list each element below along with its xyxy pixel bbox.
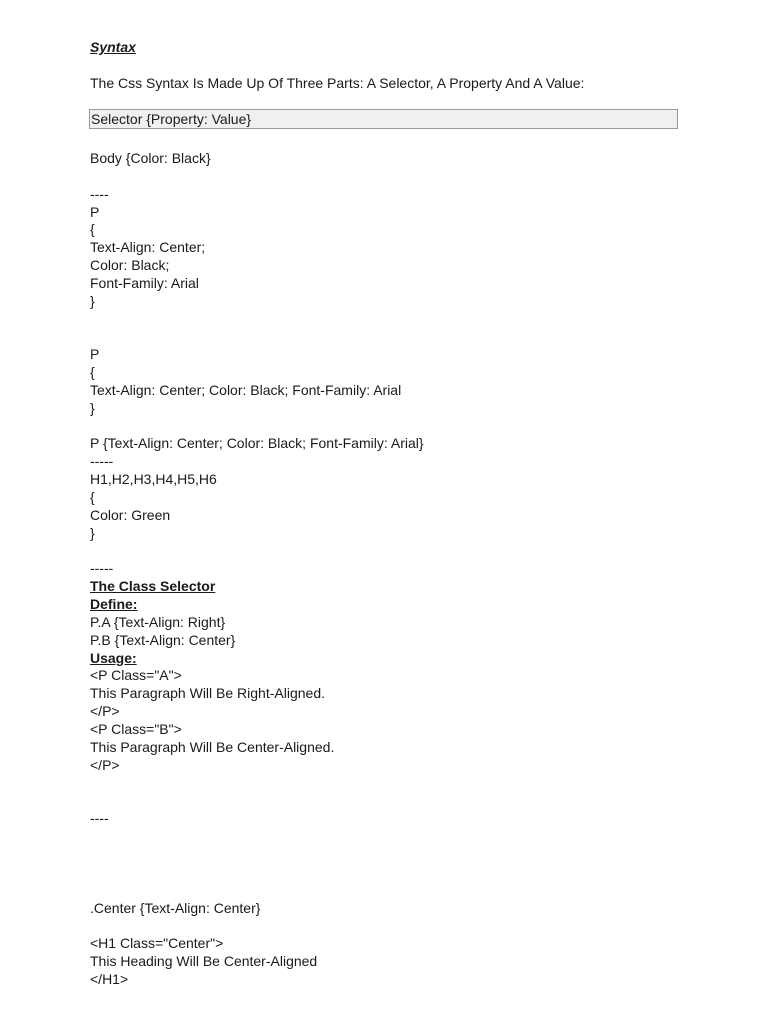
code-line: </H1> (90, 971, 129, 987)
separator: ---- (90, 186, 109, 202)
inline-example: P {Text-Align: Center; Color: Black; Font-Family: Arial} (90, 435, 424, 451)
separator: ----- (90, 560, 114, 576)
separator: ---- (90, 810, 109, 826)
code-line: <H1 Class="Center"> (90, 935, 224, 951)
syntax-example-text: Selector {Property: Value} (91, 111, 252, 127)
code-line: P.A {Text-Align: Right} (90, 614, 226, 630)
code-line: P (90, 204, 100, 220)
section-title: Syntax (90, 39, 136, 55)
code-line: </P> (90, 703, 120, 719)
code-line: <P Class="B"> (90, 721, 182, 737)
code-line: Color: Green (90, 507, 171, 523)
code-line: Color: Black; (90, 257, 170, 273)
code-line: <P Class="A"> (90, 667, 182, 683)
syntax-example-box (89, 109, 678, 129)
code-line: Font-Family: Arial (90, 275, 199, 291)
code-line: } (90, 400, 95, 416)
code-line: This Paragraph Will Be Right-Aligned. (90, 685, 325, 701)
intro-text: The Css Syntax Is Made Up Of Three Parts: A Selector, A Property And A Value: (90, 75, 585, 91)
code-line: Text-Align: Center; (90, 239, 206, 255)
code-line: { (90, 364, 95, 380)
code-line: Text-Align: Center; Color: Black; Font-Family: Arial (90, 382, 402, 398)
center-class-rule: .Center {Text-Align: Center} (90, 900, 261, 916)
code-line: } (90, 293, 95, 309)
separator: ----- (90, 453, 114, 469)
class-selector-heading: The Class Selector (90, 578, 216, 594)
define-label: Define: (90, 596, 138, 612)
code-line: H1,H2,H3,H4,H5,H6 (90, 471, 217, 487)
code-line: This Paragraph Will Be Center-Aligned. (90, 739, 335, 755)
usage-label: Usage: (90, 650, 137, 666)
code-line: P (90, 346, 100, 362)
code-line: This Heading Will Be Center-Aligned (90, 953, 318, 969)
body-example: Body {Color: Black} (90, 150, 211, 166)
code-line: { (90, 489, 95, 505)
code-line: P.B {Text-Align: Center} (90, 632, 236, 648)
code-line: </P> (90, 757, 120, 773)
code-line: { (90, 221, 95, 237)
code-line: } (90, 525, 95, 541)
